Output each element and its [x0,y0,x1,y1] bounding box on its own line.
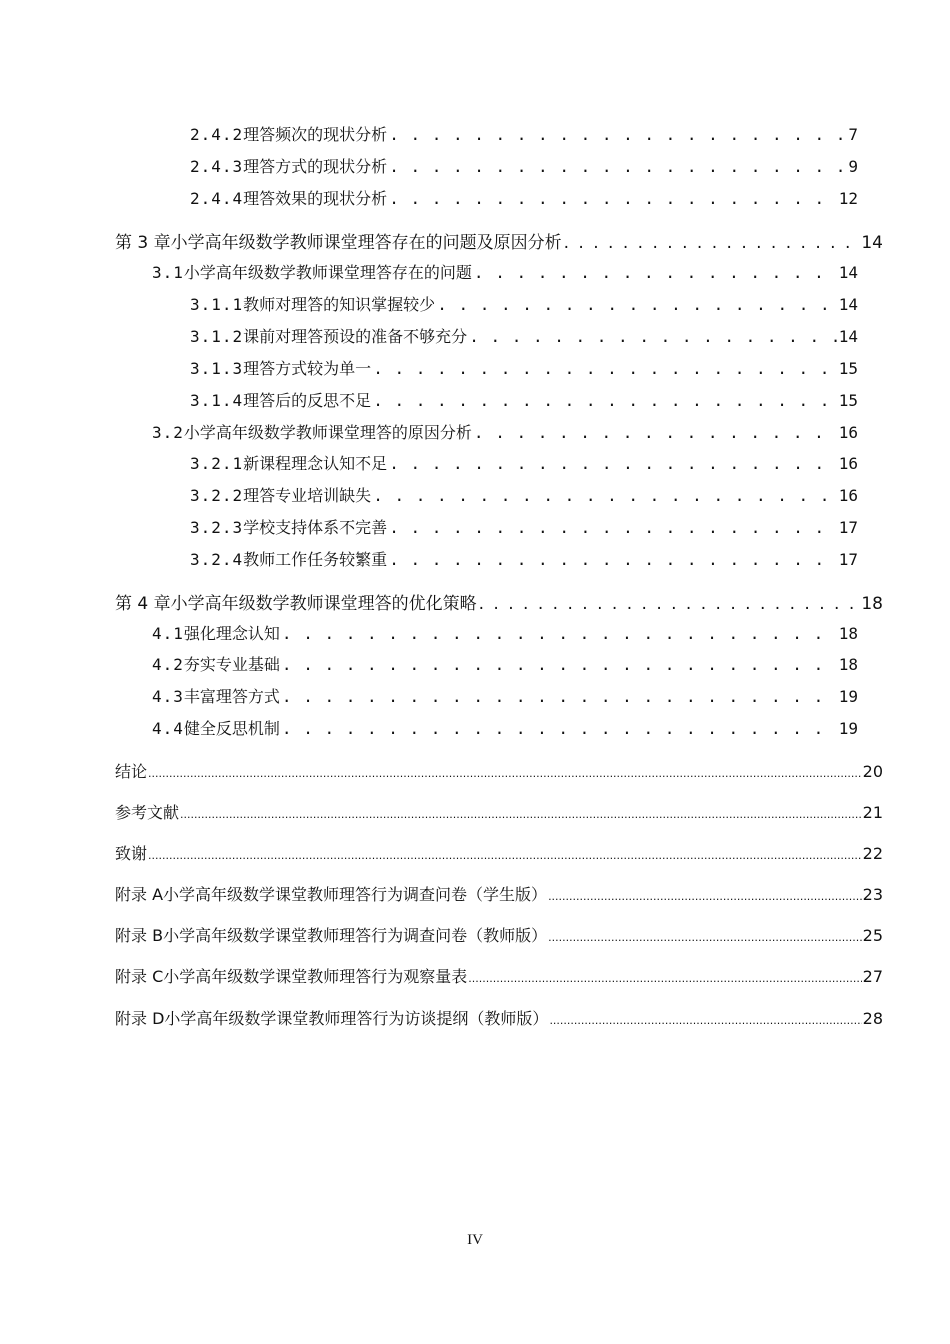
dot-leader [373,486,837,505]
dot-leader [469,327,837,346]
toc-entry-page: 16 [838,486,858,505]
toc-entry[interactable] [190,356,858,379]
toc-entry-title: 结论 [115,762,148,781]
dot-leader [373,391,837,410]
toc-entry-page: 17 [838,518,858,537]
toc-entry-page: 17 [838,550,858,569]
toc-entry-title: 理答方式较为单一 [243,359,372,378]
dot-leader [474,263,837,282]
dot-leader [282,719,837,738]
toc-conclusion[interactable] [115,759,883,782]
section-page: 19 [838,687,858,706]
section-title: 夯实专业基础 [183,655,280,674]
toc-appendix-b[interactable] [115,923,883,946]
toc-section-3-1[interactable] [152,260,858,283]
toc-entry-number: 2.4.2 [190,125,244,144]
toc-entry-title: 小学高年级数学课堂教师理答行为调查问卷（学生版） [163,885,548,904]
dot-leader [282,687,837,706]
chapter-number: 第 4 章 [115,594,171,614]
toc-entry-page: 27 [862,967,883,986]
toc-entry[interactable] [152,621,858,644]
toc-entry-page: 20 [862,762,883,781]
toc-entry-title: 小学高年级数学课堂教师理答行为观察量表 [163,967,468,986]
section-number: 3.2 [152,423,184,442]
toc-entry-number: 3.2.2 [190,486,244,505]
toc-chapter-3[interactable] [115,228,883,253]
toc-entry-title: 致谢 [115,844,148,863]
section-number: 4.3 [152,687,184,706]
toc-entry-page: 23 [862,885,883,904]
dot-leader [180,803,862,822]
toc-entry[interactable] [152,684,858,707]
toc-entry[interactable] [190,324,858,347]
toc-entry-title: 教师工作任务较繁重 [243,550,388,569]
dot-leader [282,624,837,643]
dot-leader [148,762,862,781]
dot-leader [389,518,837,537]
toc-entry-page: 22 [862,844,883,863]
toc-entry[interactable] [152,652,858,675]
section-page: 14 [838,263,858,282]
dot-leader [479,594,860,614]
toc-entry[interactable] [190,122,858,145]
toc-entry-title: 理答后的反思不足 [243,391,372,410]
toc-references[interactable] [115,800,883,823]
toc-entry-page: 25 [862,926,883,945]
dot-leader [548,926,862,945]
toc-entry-page: 7 [848,125,858,144]
appendix-label: 附录 B [115,926,164,945]
toc-entry[interactable] [190,483,858,506]
toc-entry-number: 3.2.3 [190,518,244,537]
toc-entry-number: 3.1.2 [190,327,244,346]
section-number: 4.1 [152,624,184,643]
toc-entry[interactable] [152,716,858,739]
toc-chapter-4[interactable] [115,589,883,614]
chapter-page: 14 [861,233,883,253]
chapter-title: 小学高年级数学教师课堂理答的优化策略 [170,594,477,614]
chapter-number: 第 3 章 [115,233,171,253]
dot-leader [549,1009,861,1028]
toc-entry-number: 3.1.4 [190,391,244,410]
toc-entry[interactable] [190,547,858,570]
appendix-label: 附录 A [115,885,164,904]
toc-entry-number: 3.2.1 [190,454,244,473]
toc-appendix-a[interactable] [115,882,883,905]
toc-entry-title: 理答方式的现状分析 [243,157,388,176]
toc-appendix-d[interactable] [115,1006,883,1029]
dot-leader [389,125,846,144]
toc-entry-page: 21 [862,803,883,822]
toc-entry-page: 15 [838,359,858,378]
toc-entry-title: 新课程理念认知不足 [243,454,388,473]
toc-entry-page: 16 [838,454,858,473]
toc-entry[interactable] [190,451,858,474]
toc-entry[interactable] [190,388,858,411]
toc-entry-page: 12 [838,189,858,208]
dot-leader [389,157,846,176]
section-page: 16 [838,423,858,442]
dot-leader [282,655,837,674]
section-title: 小学高年级数学教师课堂理答存在的问题 [183,263,472,282]
toc-entry-title: 参考文献 [115,803,180,822]
section-page: 18 [838,655,858,674]
toc-entry-title: 小学高年级数学课堂教师理答行为访谈提纲（教师版） [164,1009,549,1028]
toc-entry-page: 28 [862,1009,883,1028]
dot-leader [564,233,860,253]
section-title: 小学高年级数学教师课堂理答的原因分析 [183,423,472,442]
toc-entry-title: 理答频次的现状分析 [243,125,388,144]
toc-entry-title: 课前对理答预设的准备不够充分 [243,327,468,346]
toc-section-3-2[interactable] [152,420,858,443]
toc-entry-page: 9 [848,157,858,176]
section-number: 4.2 [152,655,184,674]
toc-entry[interactable] [190,154,858,177]
toc-entry[interactable] [190,292,858,315]
section-page: 19 [838,719,858,738]
toc-entry-title: 理答专业培训缺失 [243,486,372,505]
dot-leader [474,423,837,442]
toc-entry-number: 3.1.3 [190,359,244,378]
section-page: 18 [838,624,858,643]
toc-entry-page: 14 [838,327,858,346]
dot-leader [468,967,861,986]
section-title: 强化理念认知 [183,624,280,643]
toc-entry-title: 学校支持体系不完善 [243,518,388,537]
dot-leader [148,844,862,863]
dot-leader [389,189,837,208]
toc-entry-number: 2.4.4 [190,189,244,208]
toc-entry-page: 14 [838,295,858,314]
dot-leader [548,885,862,904]
toc-entry[interactable] [190,186,858,209]
dot-leader [389,550,837,569]
appendix-label: 附录 D [115,1009,165,1028]
toc-acknowledgements[interactable] [115,841,883,864]
section-title: 丰富理答方式 [183,687,280,706]
toc-appendix-c[interactable] [115,964,883,987]
toc-entry-title: 小学高年级数学课堂教师理答行为调查问卷（教师版） [163,926,548,945]
toc-entry-number: 3.2.4 [190,550,244,569]
dot-leader [373,359,837,378]
toc-entry-number: 2.4.3 [190,157,244,176]
dot-leader [389,454,837,473]
section-number: 4.4 [152,719,184,738]
section-number: 3.1 [152,263,184,282]
page-number-footer: IV [467,1232,483,1248]
toc-entry-title: 理答效果的现状分析 [243,189,388,208]
chapter-title: 小学高年级数学教师课堂理答存在的问题及原因分析 [170,233,562,253]
dot-leader [437,295,837,314]
toc-entry-page: 15 [838,391,858,410]
chapter-page: 18 [861,594,883,614]
section-title: 健全反思机制 [183,719,280,738]
toc-entry-title: 教师对理答的知识掌握较少 [243,295,436,314]
appendix-label: 附录 C [115,967,164,986]
toc-entry[interactable] [190,515,858,538]
toc-entry-number: 3.1.1 [190,295,244,314]
